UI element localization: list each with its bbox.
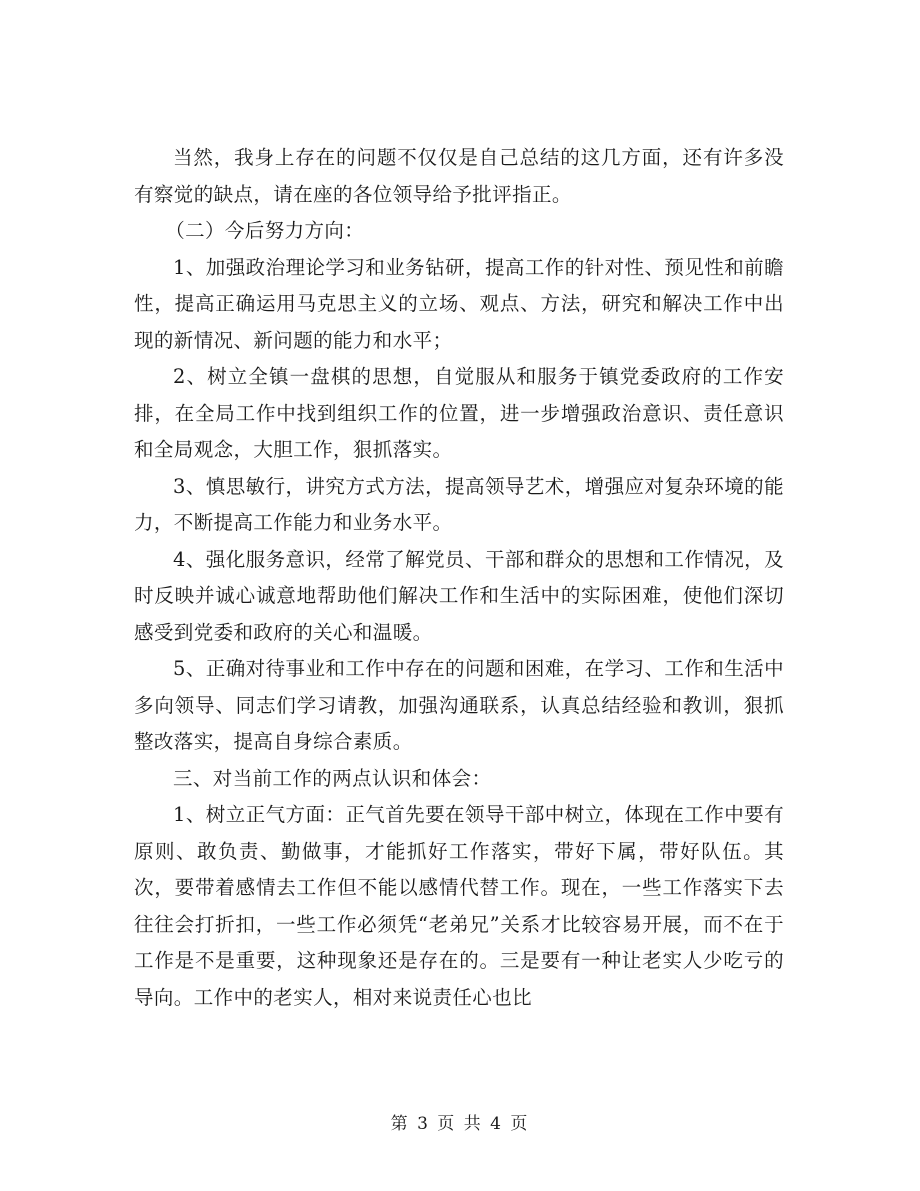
paragraph-upright-spirit: 1、树立正气方面：正气首先要在领导干部中树立，体现在工作中要有原则、敢负责、勤做事，才能抓好工作落实，带好下属，带好队伍。其次，要带着感情去工作但不能以感情代替工作。现在，一些工作落实下去往往会打折扣，一些工作必须凭“老弟兄”关系才比较容易开展，而不在于工作是不是重要，这种现象还是存在的。三是要有一种让老实人少吃亏的导向。工作中的老实人，相对来说责任心也比 [134, 803, 784, 1009]
paragraph-item-1: 1、加强政治理论学习和业务钻研，提高工作的针对性、预见性和前瞻性，提高正确运用马克思主义的立场、观点、方法，研究和解决工作中出现的新情况、新问题的能力和水平； [134, 255, 784, 352]
section-heading-future-direction: （二）今后努力方向： [165, 219, 365, 242]
paragraph-item-2: 2、树立全镇一盘棋的思想，自觉服从和服务于镇党委政府的工作安排，在全局工作中找到组织工作的位置，进一步增强政治意识、责任意识和全局观念，大胆工作，狠抓落实。 [134, 365, 784, 461]
section-heading-understanding: 三、对当前工作的两点认识和体会： [173, 766, 492, 790]
paragraph-item-3: 3、慎思敏行，讲究方式方法，提高领导艺术，增强应对复杂环境的能力，不断提高工作能力和业务水平。 [134, 474, 784, 534]
paragraph-item-5: 5、正确对待事业和工作中存在的问题和困难，在学习、工作和生活中多向领导、同志们学习请教，加强沟通联系，认真总结经验和教训，狠抓整改落实，提高自身综合素质。 [134, 657, 784, 753]
paragraph-shortcomings: 当然，我身上存在的问题不仅仅是自己总结的这几方面，还有许多没有察觉的缺点，请在座的各位领导给予批评指正。 [134, 146, 784, 206]
page-number-footer: 第 3 页 共 4 页 [390, 1114, 530, 1134]
paragraph-item-4: 4、强化服务意识，经常了解党员、干部和群众的思想和工作情况，及时反映并诚心诚意地帮助他们解决工作和生活中的实际困难，使他们深切感受到党委和政府的关心和温暖。 [134, 547, 784, 644]
document-body [134, 140, 784, 1016]
